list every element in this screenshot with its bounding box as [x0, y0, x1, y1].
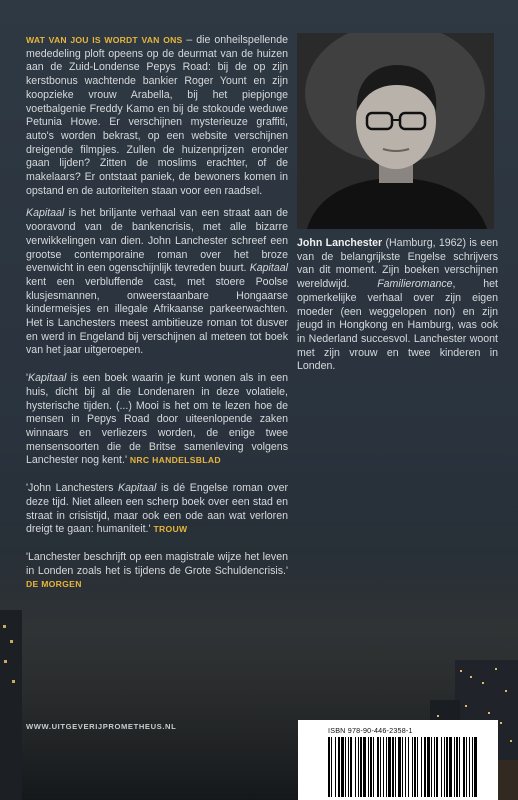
book-title: Kapitaal	[28, 372, 67, 385]
review-quote-trouw: 'John Lanchesters Kapitaal is dé Engelse roman over deze tijd. Niet alleen een scherp boek over een stad en straat in crisistijd, maar ook een ode aan wat verloren dreigt te gaan: humaniteit.' TROUW	[26, 482, 288, 536]
publisher-url: WWW.UITGEVERIJPROMETHEUS.NL	[26, 722, 177, 731]
blurb-column	[26, 34, 288, 601]
author-portrait-image	[297, 33, 494, 229]
blurb-paragraph-1-text: – die onheilspellende mededeling ploft opeens op de deurmat van de huizen aan de Zuid-Londense Pepys Road: bij de op zijn kerstbonus wachtende bankier Roger Yount en zijn koopzieke vrouw Arabella, bij het piepjonge voetbalgenie Freddy Kamo en bij de stokoude weduwe Petunia Howe. Er verschijnen mysterieuze graffiti, auto's worden bekrast, op een website verschijnen dreigende filmpjes. Zullen de huizenprijzen eronder gaan lijden? Zitten de moslims erachter, of de makelaars? Er ontstaat paniek, de bewoners komen in opstand en de autoriteiten staan voor een raadsel.	[26, 34, 288, 197]
blurb-paragraph-2a: is het briljante verhaal van een straat aan de vooravond van de bankencrisis, met alle bizarre verwikkelingen van dien. John Lanchester schreef een grootse contemporaine roman over het broze evenwicht in een ogenschijnlijk tevreden buurt.	[26, 207, 288, 275]
review-quote-nrc: 'Kapitaal is een boek waarin je kunt wonen als in een huis, dicht bij al die Londenaren in deze volatiele, hysterische tijden. (...) Mooi is het om te lezen hoe de mensen in Pepys Road door uiteenlopende zaken winnaars en verliezers worden, de enige twee mensensoorten die de Britse samenleving volgens Lanchester nog kent.' NRC HANDELSBLAD	[26, 372, 288, 467]
quote-source: NRC HANDELSBLAD	[129, 455, 221, 466]
review-quote-demorgen: 'Lanchester beschrijft op een magistrale wijze het leven in Londen zoals het is tijdens de Grote Schuldencrisis.' DE MORGEN	[26, 550, 288, 590]
book-title: Kapitaal	[249, 262, 288, 275]
author-name: John Lanchester	[297, 237, 383, 249]
barcode-icon	[328, 737, 478, 797]
quote-source: TROUW	[153, 524, 188, 535]
book-title: Kapitaal	[118, 482, 157, 495]
blurb-lead: WAT VAN JOU IS WORDT VAN ONS	[26, 35, 183, 45]
blurb-paragraph-2b: kent een verbluffende cast, met stoere Poolse klusjesmannen, onweerstaanbare Hongaarse kindermeisjes en illegale Afrikaanse parkeerwachten. Het is Lanchesters meest ambitieuze roman tot dusver en werd in Engeland bij verschijnen al meteen tot boek van het jaar uitgeroepen.	[26, 275, 288, 357]
isbn-barcode	[298, 720, 498, 800]
author-bio: John Lanchester (Hamburg, 1962) is een van de belangrijkste Engelse schrijvers van dit moment. Zijn boeken verschijnen wereldwijd. Familieromance, het opmerkelijke verhaal over zijn eigen moeder (een weggelopen non) en zijn jeugd in Hongkong en Hamburg, was ook in Nederland succesvol. Lanchester woont met zijn vrouw en twee kinderen in Londen.	[297, 237, 498, 373]
book-title: Kapitaal	[26, 207, 65, 220]
isbn-number: ISBN 978-90-446-2358-1	[328, 726, 413, 735]
author-photo	[297, 33, 494, 229]
blurb-paragraph-2	[26, 207, 288, 358]
other-book-title: Familieromance	[377, 278, 453, 291]
blurb-paragraph-1	[26, 34, 288, 198]
quote-source: DE MORGEN	[26, 579, 82, 590]
